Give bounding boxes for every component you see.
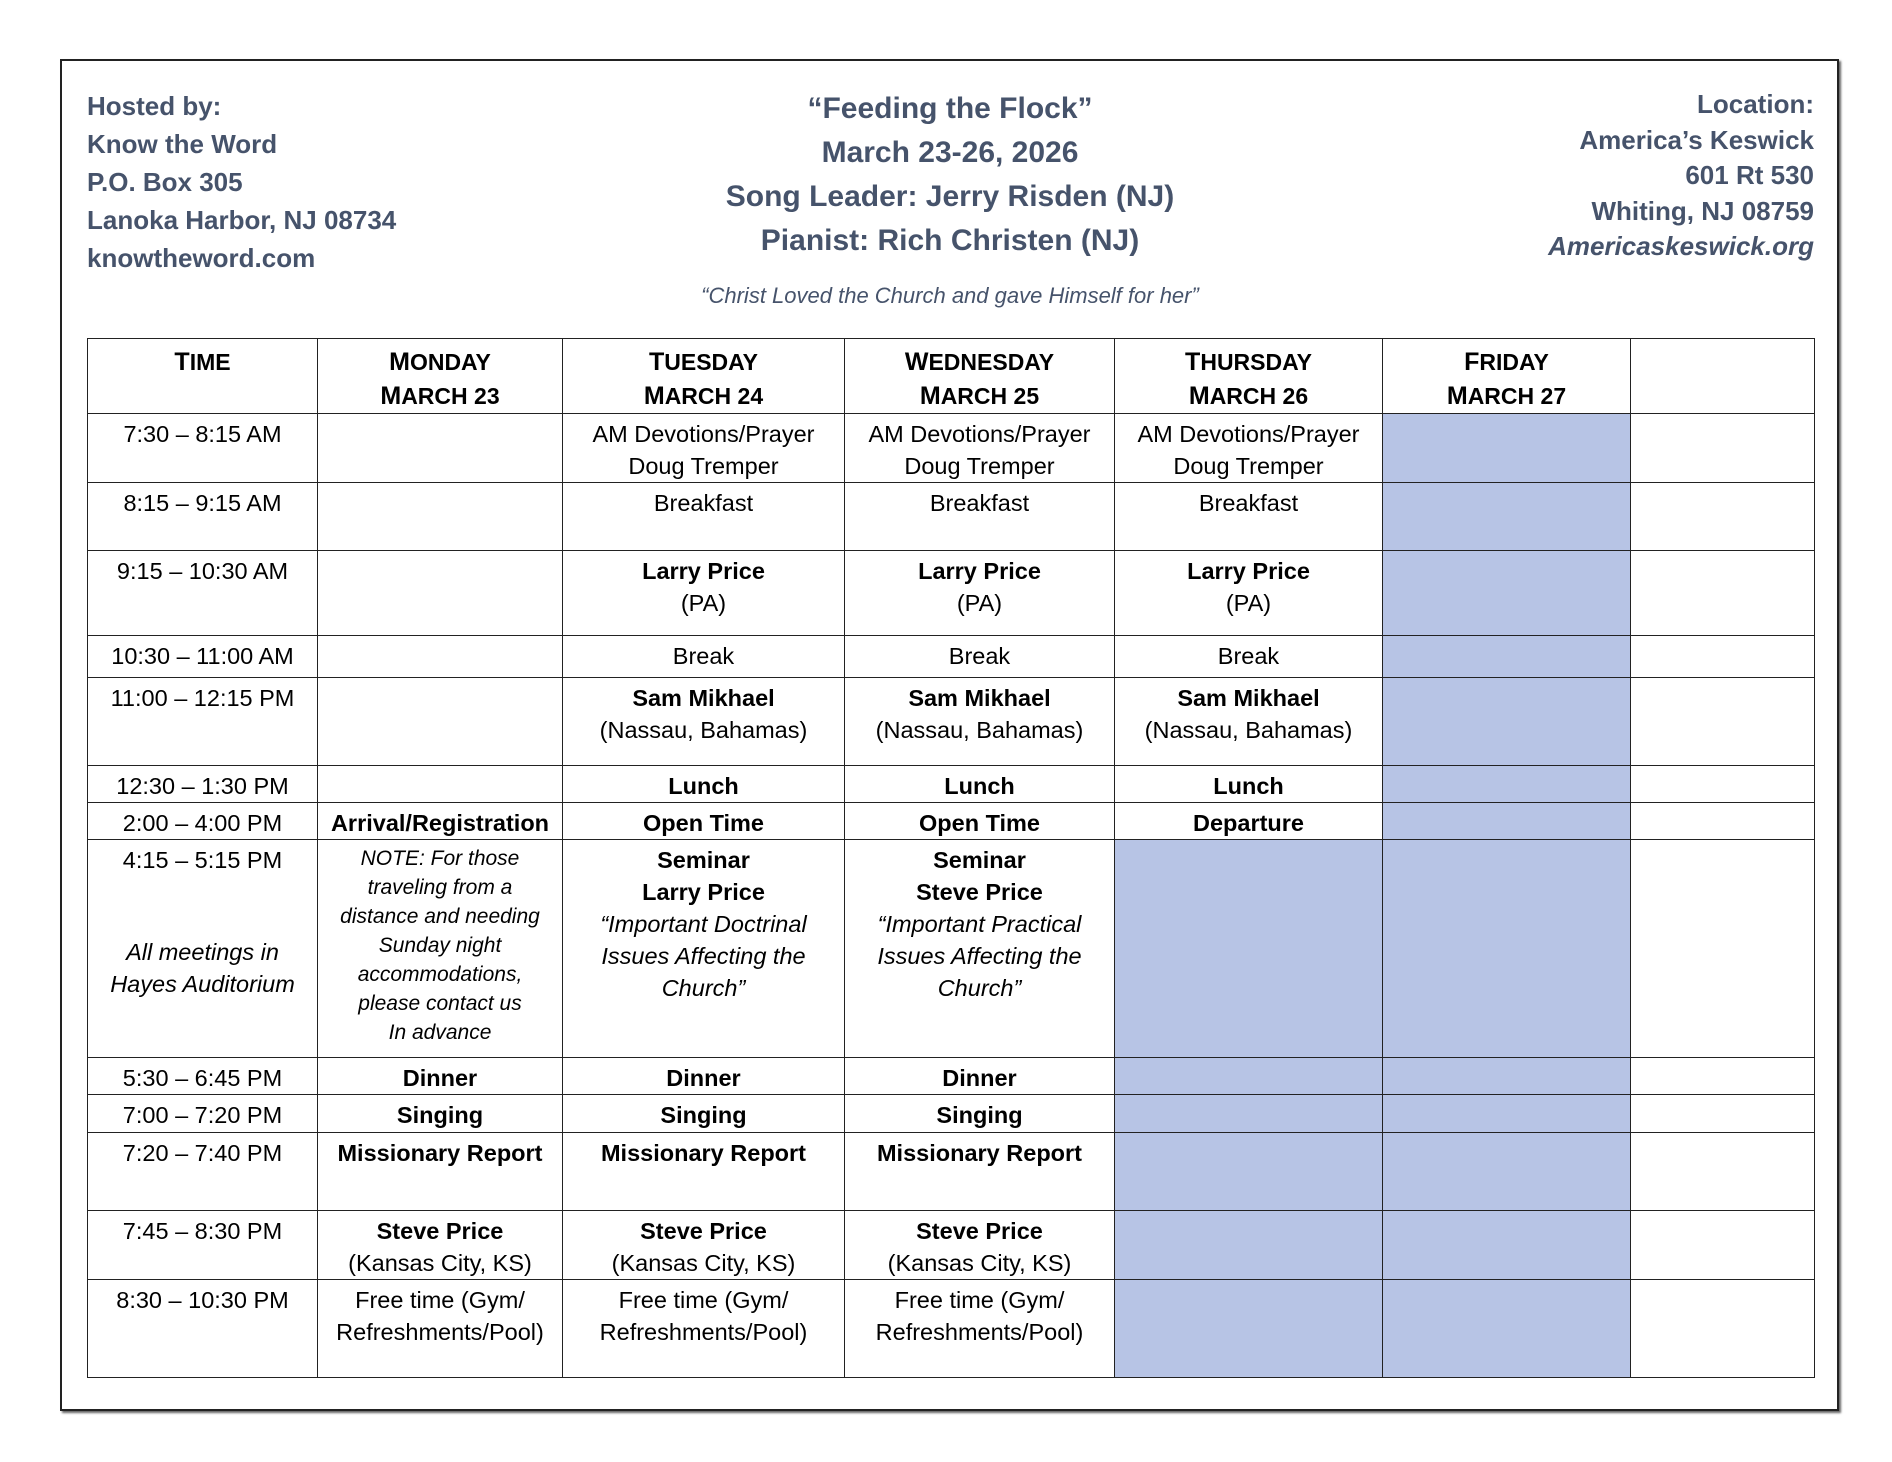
session-cell-thu <box>1115 483 1383 551</box>
session-cell-wed <box>845 636 1115 678</box>
session-detail: “Important Practical <box>877 911 1082 937</box>
session-detail: Breakfast <box>929 490 1030 516</box>
extra-cell <box>1631 1280 1815 1378</box>
time-label: 8:15 – 9:15 AM <box>123 490 282 516</box>
column-header <box>845 339 1115 414</box>
session-detail: Free time (Gym/ <box>355 1287 525 1313</box>
session-cell-thu <box>1115 1211 1383 1280</box>
session-speaker: Sam Mikhael <box>908 685 1051 711</box>
extra-cell <box>1631 678 1815 766</box>
session-cell-tue <box>563 840 845 1058</box>
session-cell-mon <box>318 1280 563 1378</box>
session-cell-mon <box>318 636 563 678</box>
session-detail: Refreshments/Pool) <box>599 1319 808 1345</box>
session-detail: Open Time <box>642 810 764 836</box>
session-detail: (Kansas City, KS) <box>611 1250 796 1276</box>
event-dates: March 23-26, 2026 <box>821 136 1079 169</box>
session-cell-fri <box>1383 766 1631 803</box>
event-title: “Feeding the Flock” <box>807 92 1093 125</box>
column-header <box>1383 339 1631 414</box>
session-detail: (Kansas City, KS) <box>348 1250 532 1276</box>
location-info <box>1548 87 1814 265</box>
schedule-row <box>88 551 1815 636</box>
extra-cell <box>1631 551 1815 636</box>
session-detail: Breakfast <box>1198 490 1299 516</box>
time-label: 7:45 – 8:30 PM <box>122 1218 283 1244</box>
venue-note-line: Hayes Auditorium <box>110 971 295 997</box>
schedule-row <box>88 803 1815 840</box>
session-cell-tue <box>563 1058 845 1095</box>
event-header <box>700 87 1200 263</box>
time-cell <box>88 766 318 803</box>
time-cell <box>88 551 318 636</box>
session-speaker: Sam Mikhael <box>1177 685 1320 711</box>
time-label: 7:20 – 7:40 PM <box>122 1140 283 1166</box>
session-speaker: Steve Price <box>376 1218 504 1244</box>
extra-cell <box>1631 636 1815 678</box>
time-cell <box>88 840 318 1058</box>
session-detail: Dinner <box>402 1065 478 1091</box>
time-label: 7:30 – 8:15 AM <box>123 421 282 447</box>
event-song-leader: Song Leader: Jerry Risden (NJ) <box>725 180 1175 213</box>
venue-note-line: All meetings in <box>126 939 279 965</box>
time-cell <box>88 483 318 551</box>
session-detail: Sunday night <box>378 934 502 957</box>
session-speaker: Larry Price <box>1187 558 1310 584</box>
time-label: 12:30 – 1:30 PM <box>116 773 289 799</box>
event-motto: “Christ Loved the Church and gave Himself for her” <box>701 283 1199 308</box>
column-header-day: TIME <box>174 348 231 376</box>
session-detail: (Kansas City, KS) <box>887 1250 1072 1276</box>
schedule-body <box>88 414 1815 1378</box>
session-cell-thu <box>1115 766 1383 803</box>
session-cell-wed <box>845 1058 1115 1095</box>
session-detail: (Nassau, Bahamas) <box>875 717 1084 743</box>
session-detail: AM Devotions/Prayer <box>1137 421 1360 447</box>
session-cell-wed <box>845 840 1115 1058</box>
session-detail: Issues Affecting the <box>601 943 806 969</box>
session-cell-fri <box>1383 1095 1631 1133</box>
schedule-row <box>88 1211 1815 1280</box>
session-cell-mon <box>318 414 563 483</box>
column-header-day: FRIDAY <box>1464 348 1549 376</box>
session-detail: Singing <box>936 1102 1023 1128</box>
session-detail: Break <box>672 643 735 669</box>
venue-note <box>92 936 313 1000</box>
location-website: Americaskeswick.org <box>1548 231 1814 261</box>
session-detail: please contact us <box>358 992 522 1015</box>
extra-cell <box>1631 1133 1815 1211</box>
session-speaker: Steve Price <box>916 1218 1043 1244</box>
session-cell-fri <box>1383 483 1631 551</box>
time-label: 9:15 – 10:30 AM <box>116 558 289 584</box>
location-street: 601 Rt 530 <box>1685 160 1814 190</box>
time-label: 7:00 – 7:20 PM <box>122 1102 283 1128</box>
extra-cell <box>1631 1058 1815 1095</box>
session-speaker: Larry Price <box>642 558 765 584</box>
column-header <box>1631 339 1815 414</box>
schedule-table <box>87 338 1815 1378</box>
session-speaker: Seminar <box>933 847 1026 873</box>
time-label: 2:00 – 4:00 PM <box>122 810 283 836</box>
schedule-row <box>88 414 1815 483</box>
session-cell-wed <box>845 1133 1115 1211</box>
session-speaker: Seminar <box>657 847 750 873</box>
session-detail: Singing <box>660 1102 747 1128</box>
time-cell <box>88 1211 318 1280</box>
time-cell <box>88 414 318 483</box>
session-cell-fri <box>1383 840 1631 1058</box>
event-pianist: Pianist: Rich Christen (NJ) <box>760 224 1140 257</box>
session-cell-tue <box>563 1133 845 1211</box>
session-detail: Break <box>1217 643 1280 669</box>
schedule-row <box>88 483 1815 551</box>
session-detail: Lunch <box>944 773 1015 799</box>
session-cell-mon <box>318 551 563 636</box>
host-website: knowtheword.com <box>87 243 316 273</box>
schedule-row <box>88 766 1815 803</box>
session-detail: Open Time <box>918 810 1040 836</box>
session-detail: (Nassau, Bahamas) <box>599 717 808 743</box>
extra-cell <box>1631 414 1815 483</box>
session-detail: (PA) <box>680 590 727 616</box>
session-detail: distance and needing <box>340 905 540 928</box>
column-header-date: MARCH 26 <box>1188 382 1309 410</box>
session-detail: Free time (Gym/ <box>618 1287 789 1313</box>
session-detail: Arrival/Registration <box>330 810 550 836</box>
extra-cell <box>1631 483 1815 551</box>
session-cell-mon <box>318 483 563 551</box>
session-detail: Departure <box>1192 810 1304 836</box>
session-cell-wed <box>845 766 1115 803</box>
session-cell-thu <box>1115 840 1383 1058</box>
session-cell-mon <box>318 766 563 803</box>
time-cell <box>88 803 318 840</box>
session-cell-fri <box>1383 803 1631 840</box>
session-detail: Church” <box>937 975 1022 1001</box>
session-cell-thu <box>1115 1280 1383 1378</box>
session-cell-tue <box>563 803 845 840</box>
time-label: 4:15 – 5:15 PM <box>122 847 283 873</box>
session-cell-mon <box>318 803 563 840</box>
session-detail: In advance <box>388 1021 492 1044</box>
time-cell <box>88 1058 318 1095</box>
session-detail: Free time (Gym/ <box>894 1287 1065 1313</box>
extra-cell <box>1631 766 1815 803</box>
host-label: Hosted by: <box>87 91 222 121</box>
column-header-date: MARCH 25 <box>919 382 1040 410</box>
extra-cell <box>1631 1211 1815 1280</box>
session-detail: (PA) <box>956 590 1003 616</box>
column-header <box>88 339 318 414</box>
time-cell <box>88 636 318 678</box>
session-detail: AM Devotions/Prayer <box>592 421 815 447</box>
session-cell-thu <box>1115 1095 1383 1133</box>
session-cell-wed <box>845 803 1115 840</box>
session-detail: “Important Doctrinal <box>600 911 807 937</box>
session-cell-wed <box>845 678 1115 766</box>
session-cell-thu <box>1115 551 1383 636</box>
time-cell <box>88 1095 318 1133</box>
session-detail: AM Devotions/Prayer <box>868 421 1091 447</box>
session-cell-thu <box>1115 803 1383 840</box>
session-cell-tue <box>563 636 845 678</box>
session-cell-wed <box>845 483 1115 551</box>
session-detail: Refreshments/Pool) <box>875 1319 1084 1345</box>
extra-cell <box>1631 803 1815 840</box>
session-cell-mon <box>318 840 563 1058</box>
time-label: 10:30 – 11:00 AM <box>111 643 294 669</box>
session-cell-mon <box>318 1095 563 1133</box>
time-cell <box>88 1133 318 1211</box>
session-detail: Doug Tremper <box>904 453 1055 479</box>
session-detail: Church” <box>661 975 746 1001</box>
session-speaker: Larry Price <box>918 558 1041 584</box>
session-detail: Doug Tremper <box>1173 453 1324 479</box>
session-detail: Dinner <box>942 1065 1017 1091</box>
session-detail: Break <box>948 643 1011 669</box>
session-cell-thu <box>1115 636 1383 678</box>
extra-cell <box>1631 1095 1815 1133</box>
time-cell <box>88 1280 318 1378</box>
session-speaker: Steve Price <box>916 879 1043 905</box>
session-cell-tue <box>563 1211 845 1280</box>
session-cell-thu <box>1115 678 1383 766</box>
time-label: 5:30 – 6:45 PM <box>122 1065 283 1091</box>
session-detail: Missionary Report <box>337 1140 543 1166</box>
session-detail: NOTE: For those <box>360 847 520 870</box>
session-detail: Lunch <box>1213 773 1284 799</box>
schedule-row <box>88 678 1815 766</box>
session-cell-fri <box>1383 636 1631 678</box>
location-label: Location: <box>1697 89 1814 119</box>
time-label: 11:00 – 12:15 PM <box>110 685 295 711</box>
location-venue: America’s Keswick <box>1579 124 1814 155</box>
session-cell-wed <box>845 1280 1115 1378</box>
session-cell-tue <box>563 1280 845 1378</box>
column-header-day: WEDNESDAY <box>904 348 1055 376</box>
session-cell-thu <box>1115 1133 1383 1211</box>
session-cell-tue <box>563 1095 845 1133</box>
session-cell-tue <box>563 414 845 483</box>
session-speaker: Steve Price <box>640 1218 767 1244</box>
session-cell-mon <box>318 1058 563 1095</box>
location-city: Whiting, NJ 08759 <box>1591 195 1814 226</box>
column-header <box>1115 339 1383 414</box>
host-info <box>87 87 396 277</box>
session-cell-tue <box>563 766 845 803</box>
column-header <box>318 339 563 414</box>
session-cell-fri <box>1383 1211 1631 1280</box>
session-detail: Lunch <box>668 773 739 799</box>
extra-cell <box>1631 840 1815 1058</box>
session-cell-thu <box>1115 414 1383 483</box>
column-header-day: MONDAY <box>389 348 491 376</box>
session-cell-fri <box>1383 414 1631 483</box>
session-cell-mon <box>318 678 563 766</box>
session-detail: (PA) <box>1225 590 1272 616</box>
schedule-row <box>88 1133 1815 1211</box>
schedule-row <box>88 1058 1815 1095</box>
schedule-row <box>88 636 1815 678</box>
session-cell-wed <box>845 1211 1115 1280</box>
session-detail: Missionary Report <box>600 1140 807 1166</box>
column-header-date: MARCH 24 <box>643 382 764 410</box>
session-detail: Breakfast <box>653 490 754 516</box>
session-cell-fri <box>1383 1280 1631 1378</box>
session-cell-wed <box>845 551 1115 636</box>
host-po-box: P.O. Box 305 <box>87 167 243 197</box>
session-cell-mon <box>318 1211 563 1280</box>
session-cell-wed <box>845 1095 1115 1133</box>
session-detail: Dinner <box>666 1065 741 1091</box>
session-detail: Singing <box>396 1102 484 1128</box>
session-detail: (Nassau, Bahamas) <box>1144 717 1353 743</box>
session-cell-tue <box>563 483 845 551</box>
session-cell-thu <box>1115 1058 1383 1095</box>
host-city: Lanoka Harbor, NJ 08734 <box>87 205 397 235</box>
session-cell-fri <box>1383 1133 1631 1211</box>
time-cell <box>88 678 318 766</box>
schedule-row <box>88 1095 1815 1133</box>
header-row <box>88 339 1815 414</box>
time-label: 8:30 – 10:30 PM <box>116 1287 289 1313</box>
column-header-day: THURSDAY <box>1185 348 1312 376</box>
schedule-row <box>88 1280 1815 1378</box>
session-detail: traveling from a <box>367 876 513 899</box>
column-header <box>563 339 845 414</box>
session-speaker: Larry Price <box>642 879 765 905</box>
host-org: Know the Word <box>87 129 278 159</box>
session-detail: Issues Affecting the <box>877 943 1082 969</box>
session-cell-mon <box>318 1133 563 1211</box>
schedule-row <box>88 840 1815 1058</box>
session-cell-wed <box>845 414 1115 483</box>
column-header-date: MARCH 27 <box>1446 382 1567 410</box>
session-cell-tue <box>563 678 845 766</box>
session-cell-fri <box>1383 678 1631 766</box>
session-cell-fri <box>1383 1058 1631 1095</box>
session-cell-tue <box>563 551 845 636</box>
column-header-date: MARCH 23 <box>380 382 500 410</box>
session-detail: accommodations, <box>357 963 523 986</box>
column-header-day: TUESDAY <box>648 348 759 376</box>
session-detail: Refreshments/Pool) <box>336 1319 544 1345</box>
session-detail: Doug Tremper <box>628 453 779 479</box>
session-cell-fri <box>1383 551 1631 636</box>
session-detail: Missionary Report <box>876 1140 1083 1166</box>
session-speaker: Sam Mikhael <box>632 685 775 711</box>
